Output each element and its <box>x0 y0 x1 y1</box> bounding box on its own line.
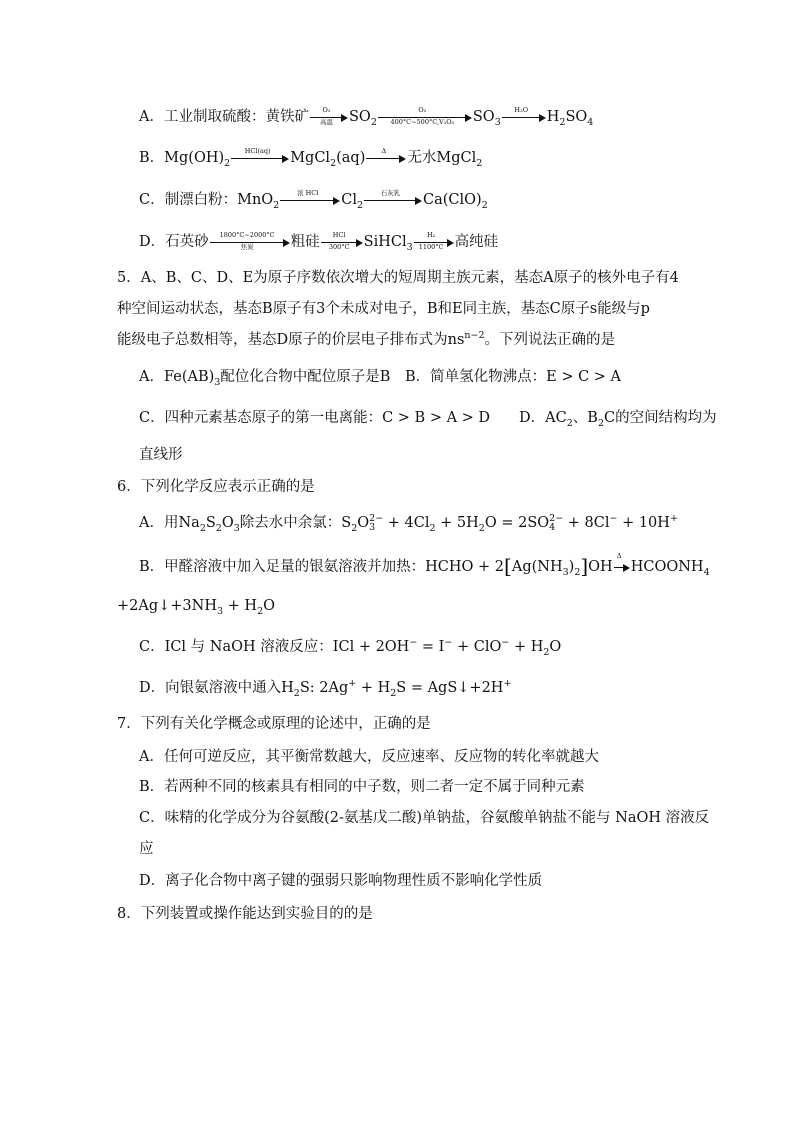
q7-option-a: A．任何可逆反应，其平衡常数越大，反应速率、反应物的转化率就越大 <box>139 749 599 765</box>
option-label: C．制漂白粉：MnO <box>139 192 274 208</box>
formula: Ca(ClO) <box>423 192 482 208</box>
formula: SO <box>472 109 495 125</box>
q6-option-b: B．甲醛溶液中加入足量的银氨溶液并加热：HCHO + $2[Ag(NH_3)_2]OH$ Δ $HCOONH_4$ <box>139 552 710 578</box>
q5-stem-line2: 种空间运动状态，基态B原子有3个未成对电子，B和E同主族，基态C原子s能级与p <box>117 301 650 317</box>
q5-stem-line1: 5．A、B、C、D、E为原子序数依次增大的短周期主族元素，基态A原子的核外电子有4 <box>117 270 679 286</box>
reaction-arrow: $\frac{\text{H₂}}{1100^\circ C}$ <box>414 232 454 252</box>
q6-option-b-cont: $+2Ag↓+3NH_3 + H_2O$ <box>117 598 275 617</box>
q8-title: 8．下列装置或操作能达到实验目的的是 <box>117 906 373 922</box>
reaction-arrow: $\frac{\text{O₂}}{\text{400°C\textasciitilde{}500°C,V₂O₅}}$ <box>378 107 472 127</box>
q6-title: 6．下列化学反应表示正确的是 <box>117 479 315 495</box>
q7-option-d: D．离子化合物中离子键的强弱只影响物理性质不影响化学性质 <box>139 873 543 889</box>
reaction-arrow: 石灰乳 <box>364 190 422 210</box>
formula: SO <box>348 109 371 125</box>
q7-option-c-cont: 应 <box>139 841 154 857</box>
formula: 高纯硅 <box>454 234 499 250</box>
formula: H <box>546 109 560 125</box>
q4-option-a: A．工业制取硫酸：黄铁矿 O₂ 高温 $SO_2$ $\frac{\text{O₂}}{\text{400°C\textasciitilde{}500°C,V₂O₅}}$ $SO_3$ H₂O $H_2SO_4$ <box>139 106 594 128</box>
formula: Cl <box>341 192 357 208</box>
reaction-arrow: O₂ 高温 <box>310 107 348 127</box>
reaction-arrow: 1800°C~2000°C 焦炭 <box>210 232 290 252</box>
q6-option-c: C．ICl 与 NaOH 溶液反应：ICl + $2OH^- = I^- + ClO^- + H_2O$ <box>139 637 562 658</box>
reaction-arrow: HCl 300°C <box>321 232 363 252</box>
formula: MgCl <box>290 150 331 166</box>
q4-option-d: D．石英砂 1800°C~2000°C 焦炭 粗硅 HCl 300°C SiHCl$_3$ $\frac{\text{H₂}}{1100^\circ C}$ 高纯硅 <box>139 231 499 253</box>
reaction-arrow: H₂O <box>502 107 546 127</box>
option-label: B．Mg(OH) <box>139 150 225 166</box>
formula: SiHCl <box>363 234 407 250</box>
q5-options-ab: A．$Fe(AB)_3$配位化合物中配位原子是B B．简单氢化物沸点：E > C > A <box>139 369 622 388</box>
option-label: A．工业制取硫酸：黄铁矿 <box>139 109 309 125</box>
reaction-arrow: Δ <box>614 557 630 577</box>
reaction-arrow: 浓 HCl <box>280 190 340 210</box>
q4-option-c: C．制漂白粉：MnO$_2$ 浓 HCl $Cl_2$ 石灰乳 $Ca(ClO)_2$ <box>139 189 488 211</box>
formula: 无水MgCl <box>407 150 477 166</box>
q7-option-c: C．味精的化学成分为谷氨酸(2-氨基戊二酸)单钠盐，谷氨酸单钠盐不能与 NaOH 溶液反 <box>139 810 710 826</box>
q6-option-a: A．用$Na_2S_2O_3$除去水中余氯：$S_2O$ 2− 3 + $4Cl_2 + 5H_2O = 2SO$ 2− 4 + 8Cl− + 10H+ <box>139 513 678 534</box>
q5-stem-line3: 能级电子总数相等，基态D原子的价层电子排布式为$ns^{n-2}$。下列说法正确的是 <box>117 330 616 348</box>
formula: 粗硅 <box>290 234 320 250</box>
reaction-arrow: Δ <box>366 148 406 168</box>
reaction-arrow: HCl(aq) <box>231 148 289 168</box>
q6-option-d: D．向银氨溶液中通入$H_2S$: $2Ag^+ + H_2S$ = AgS↓+2H+ <box>139 678 512 699</box>
q7-title: 7．下列有关化学概念或原理的论述中，正确的是 <box>117 716 431 732</box>
q5-options-cd: C．四种元素基态原子的第一电离能：C > B > A > D D．$AC_2$、$B_2C$的空间结构均为 <box>139 410 717 429</box>
q7-option-b: B．若两种不同的核素具有相同的中子数，则二者一定不属于同种元素 <box>139 779 585 795</box>
q4-option-b: B．$Mg(OH)_2$ HCl(aq) MgCl$_2$(aq) Δ 无水MgCl$_2$ <box>139 147 483 169</box>
option-label: D．石英砂 <box>139 234 209 250</box>
q5-option-d-cont: 直线形 <box>139 447 183 463</box>
